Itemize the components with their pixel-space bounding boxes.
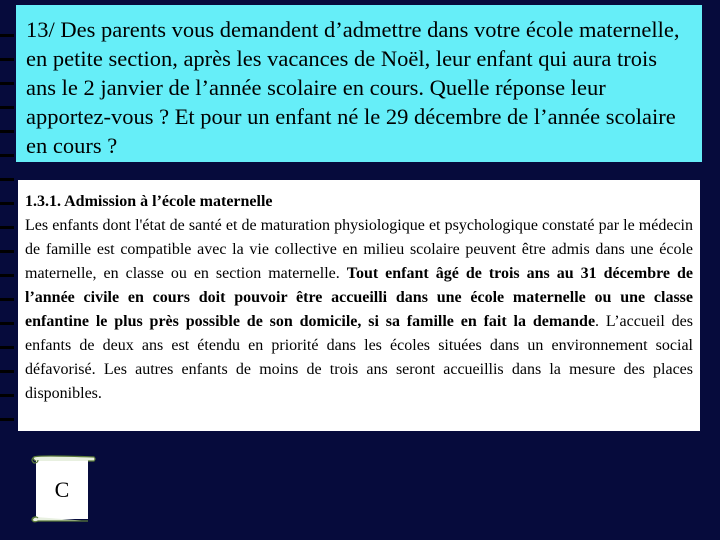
decorative-tick <box>0 274 14 277</box>
decorative-tick <box>0 298 14 301</box>
decorative-tick <box>0 58 14 61</box>
badge-letter: C <box>54 477 70 502</box>
answer-body-part2: . L’accueil des enfants de deux ans est étendu en priorité dans les écoles situées dans un environnement social défavorisé. Les autres enfants de moins de trois ans seront accueillis dans la mesure des places disponibles. <box>25 313 693 402</box>
question-box <box>16 5 702 162</box>
decorative-tick <box>0 250 14 253</box>
decorative-tick <box>0 226 14 229</box>
decorative-tick <box>0 346 14 349</box>
answer-box <box>18 180 700 431</box>
decorative-tick <box>0 370 14 373</box>
decorative-tick <box>0 106 14 109</box>
question-text: 13/ Des parents vous demandent d’admettre dans votre école maternelle, en petite section, après les vacances de Noël, leur enfant qui aura trois ans le 2 janvier de l’année scolaire en cours. Quelle réponse leur apportez-vous ? Et pour un enfant né le 29 décembre de l’année scolaire en cours ? <box>26 17 680 158</box>
decorative-tick <box>0 322 14 325</box>
decorative-tick <box>0 178 14 181</box>
decorative-tick <box>0 34 14 37</box>
decorative-tick <box>0 394 14 397</box>
decorative-tick <box>0 82 14 85</box>
answer-heading: 1.3.1. Admission à l’école maternelle <box>25 193 273 210</box>
decorative-tick <box>0 202 14 205</box>
answer-body <box>25 214 693 406</box>
decorative-tick <box>0 154 14 157</box>
decorative-tick <box>0 418 14 421</box>
decorative-tick <box>0 130 14 133</box>
answer-body-bold: Tout enfant âgé de trois ans au 31 décembre de l’année civile en cours doit pouvoir être accueilli dans une école maternelle ou une classe enfantine le plus près possible de son domicile, si sa famille en fait la demande <box>25 265 693 330</box>
answer-body-part1: Les enfants dont l'état de santé et de maturation physiologique et psychologique constaté par le médecin de famille est compatible avec la vie collective en milieu scolaire peuvent être admis dans une école maternelle, en classe ou en section maternelle. <box>25 217 693 282</box>
